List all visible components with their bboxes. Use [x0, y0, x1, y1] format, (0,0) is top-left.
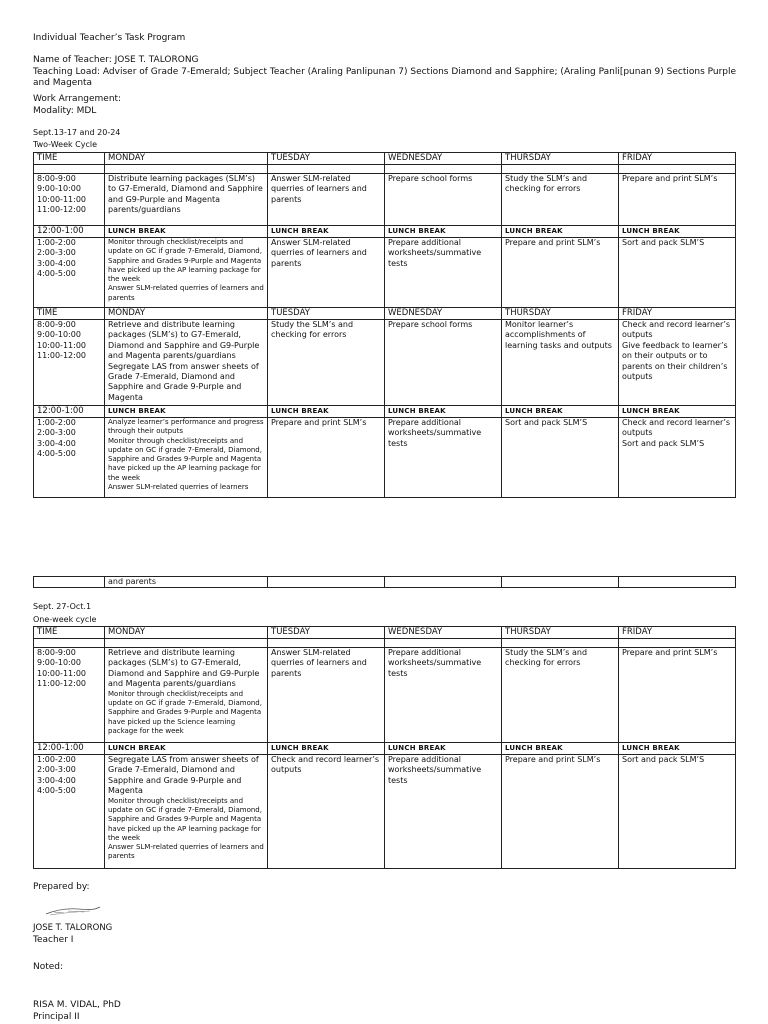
- task-cell: Distribute learning packages (SLM’s) to G7-Emerald, Diamond and Sapphire and G9-Purple and Magenta parents/guardians: [105, 174, 268, 226]
- header-thursday: THURSDAY: [502, 627, 619, 639]
- noted-label: Noted:: [33, 962, 64, 972]
- lunch-label: LUNCH BREAK: [105, 406, 268, 418]
- task-cell: Prepare and print SLM’s: [619, 648, 736, 743]
- time-cell: 1:00-2:00 2:00-3:00 3:00-4:00 4:00-5:00: [34, 238, 105, 308]
- task-cell: Prepare additional worksheets/summative tests: [385, 238, 502, 308]
- lunch-label: LUNCH BREAK: [385, 743, 502, 755]
- task-cell: Retrieve and distribute learning packages (SLM’s) to G7-Emerald, Diamond and Sapphire and G9-Purple and Magenta parents/guardians Segregate LAS from answer sheets of Grade 7-Emerald, Diamond and Sapphire and Grade 9-Purple and Magenta: [105, 320, 268, 406]
- lunch-label: LUNCH BREAK: [105, 743, 268, 755]
- task-cell: Prepare and print SLM’s: [502, 238, 619, 308]
- work-arrangement-line: Work Arrangement:: [33, 94, 122, 104]
- section2-date: Sept. 27-Oct.1: [33, 602, 92, 611]
- header-wednesday: WEDNESDAY: [385, 153, 502, 165]
- lunch-label: LUNCH BREAK: [268, 406, 385, 418]
- task-cell: Answer SLM-related querries of learners and parents: [268, 174, 385, 226]
- header-time: TIME: [34, 153, 105, 165]
- schedule-table-one-week: [33, 626, 736, 869]
- header-tuesday: TUESDAY: [268, 308, 385, 320]
- noter-title: Principal II: [33, 1012, 80, 1022]
- lunch-label: LUNCH BREAK: [385, 406, 502, 418]
- preparer-title: Teacher I: [33, 935, 74, 945]
- lunch-label: LUNCH BREAK: [502, 226, 619, 238]
- task-cell: Prepare and print SLM’s: [268, 418, 385, 498]
- task-cell: Answer SLM-related querries of learners and parents: [268, 238, 385, 308]
- header-monday: MONDAY: [105, 308, 268, 320]
- task-cell: Monitor through checklist/receipts and update on GC if grade 7-Emerald, Diamond, Sapphire and Grades 9-Purple and Magenta have picked up the AP learning package for the week Answer SLM-related querries of learners and parents: [105, 238, 268, 308]
- header-monday: MONDAY: [105, 627, 268, 639]
- header-wednesday: WEDNESDAY: [385, 308, 502, 320]
- lunch-label: LUNCH BREAK: [619, 226, 736, 238]
- table-row: [34, 174, 736, 226]
- header-time: TIME: [34, 627, 105, 639]
- task-cell: Analyze learner’s performance and progress through their outputs Monitor through checklist/receipts and update on GC if grade 7-Emerald, Diamond, Sapphire and Grades 9-Purple and Magenta have picked up the AP learning package for the week Answer SLM-related querries of learners: [105, 418, 268, 498]
- lunch-time: 12:00-1:00: [34, 406, 105, 418]
- lunch-row: [34, 406, 736, 418]
- header-time: TIME: [34, 308, 105, 320]
- time-cell: 8:00-9:00 9:00-10:00 10:00-11:00 11:00-12:00: [34, 320, 105, 406]
- table-header-row: [34, 627, 736, 639]
- task-cell: Check and record learner’s outputs Sort and pack SLM’S: [619, 418, 736, 498]
- lunch-time: 12:00-1:00: [34, 226, 105, 238]
- task-cell: Prepare additional worksheets/summative tests: [385, 648, 502, 743]
- task-cell: Retrieve and distribute learning packages (SLM’s) to G7-Emerald, Diamond and Sapphire and G9-Purple and Magenta parents/guardians Monitor through checklist/receipts and update on GC if grade 7-Emerald, Diamond, Sapphire and Grades 9-Purple and Magenta have picked up the Science learning package for the week: [105, 648, 268, 743]
- task-cell: Prepare school forms: [385, 320, 502, 406]
- header-thursday: THURSDAY: [502, 153, 619, 165]
- lunch-label: LUNCH BREAK: [105, 226, 268, 238]
- time-cell: 1:00-2:00 2:00-3:00 3:00-4:00 4:00-5:00: [34, 418, 105, 498]
- task-cell: Sort and pack SLM’S: [502, 418, 619, 498]
- header-friday: FRIDAY: [619, 627, 736, 639]
- lunch-row: [34, 743, 736, 755]
- lunch-label: LUNCH BREAK: [268, 743, 385, 755]
- lunch-time: 12:00-1:00: [34, 743, 105, 755]
- task-cell: Study the SLM’s and checking for errors: [268, 320, 385, 406]
- noter-name: RISA M. VIDAL, PhD: [33, 1000, 121, 1010]
- task-cell: Check and record learner’s outputs: [268, 755, 385, 869]
- task-cell: Prepare additional worksheets/summative tests: [385, 418, 502, 498]
- table-row: [34, 577, 736, 588]
- time-cell: 1:00-2:00 2:00-3:00 3:00-4:00 4:00-5:00: [34, 755, 105, 869]
- task-cell: Answer SLM-related querries of learners and parents: [268, 648, 385, 743]
- prepared-label: Prepared by:: [33, 882, 90, 892]
- table-row: [34, 755, 736, 869]
- teacher-name-line: Name of Teacher: JOSE T. TALORONG: [33, 55, 199, 65]
- lunch-label: LUNCH BREAK: [268, 226, 385, 238]
- task-cell: Sort and pack SLM’S: [619, 238, 736, 308]
- task-cell: Prepare and print SLM’s: [502, 755, 619, 869]
- task-cell: Segregate LAS from answer sheets of Grade 7-Emerald, Diamond and Sapphire and Grade 9-Purple and Magenta Monitor through checklist/receipts and update on GC if grade 7-Emerald, Diamond, Sapphire and Grades 9-Purple and Magenta have picked up the AP learning package for the week Answer SLM-related querries of learners and parents: [105, 755, 268, 869]
- signature-icon: [44, 904, 102, 918]
- teaching-load-line: Teaching Load: Adviser of Grade 7-Emerald; Subject Teacher (Araling Panlipunan 7) Sections Diamond and Sapphire; (Araling Panli[punan 9) Sections Purple and Magenta: [33, 67, 737, 88]
- table-row: [34, 648, 736, 743]
- lunch-label: LUNCH BREAK: [502, 406, 619, 418]
- lunch-row: [34, 226, 736, 238]
- section1-cycle: Two-Week Cycle: [33, 140, 98, 149]
- task-cell: Sort and pack SLM’S: [619, 755, 736, 869]
- lunch-label: LUNCH BREAK: [385, 226, 502, 238]
- header-monday: MONDAY: [105, 153, 268, 165]
- table-row: [34, 418, 736, 498]
- lunch-label: LUNCH BREAK: [619, 743, 736, 755]
- lunch-label: LUNCH BREAK: [502, 743, 619, 755]
- section1-date: Sept.13-17 and 20-24: [33, 128, 121, 137]
- header-tuesday: TUESDAY: [268, 153, 385, 165]
- table-row: [34, 238, 736, 308]
- lunch-label: LUNCH BREAK: [619, 406, 736, 418]
- task-cell: Monitor learner’s accomplishments of learning tasks and outputs: [502, 320, 619, 406]
- header-friday: FRIDAY: [619, 308, 736, 320]
- task-cell: Check and record learner’s outputs Give feedback to learner’s on their outputs or to parents on their children’s outputs: [619, 320, 736, 406]
- table-header-row: [34, 153, 736, 165]
- task-cell: and parents: [105, 577, 268, 588]
- schedule-table-continuation: [33, 576, 736, 588]
- document-title: Individual Teacher’s Task Program: [33, 33, 186, 43]
- header-tuesday: TUESDAY: [268, 627, 385, 639]
- spacer-row: [34, 165, 736, 174]
- task-cell: Prepare and print SLM’s: [619, 174, 736, 226]
- table-row: [34, 320, 736, 406]
- section2-cycle: One-week cycle: [33, 615, 97, 624]
- preparer-name: JOSE T. TALORONG: [33, 923, 113, 933]
- modality-line: Modality: MDL: [33, 106, 97, 116]
- header-thursday: THURSDAY: [502, 308, 619, 320]
- schedule-table-two-week: [33, 152, 736, 498]
- spacer-row: [34, 639, 736, 648]
- header-friday: FRIDAY: [619, 153, 736, 165]
- task-cell: Study the SLM’s and checking for errors: [502, 174, 619, 226]
- task-cell: Prepare school forms: [385, 174, 502, 226]
- time-cell: 8:00-9:00 9:00-10:00 10:00-11:00 11:00-12:00: [34, 648, 105, 743]
- header-wednesday: WEDNESDAY: [385, 627, 502, 639]
- task-cell: Study the SLM’s and checking for errors: [502, 648, 619, 743]
- task-cell: Prepare additional worksheets/summative tests: [385, 755, 502, 869]
- table-header-row: [34, 308, 736, 320]
- time-cell: 8:00-9:00 9:00-10:00 10:00-11:00 11:00-12:00: [34, 174, 105, 226]
